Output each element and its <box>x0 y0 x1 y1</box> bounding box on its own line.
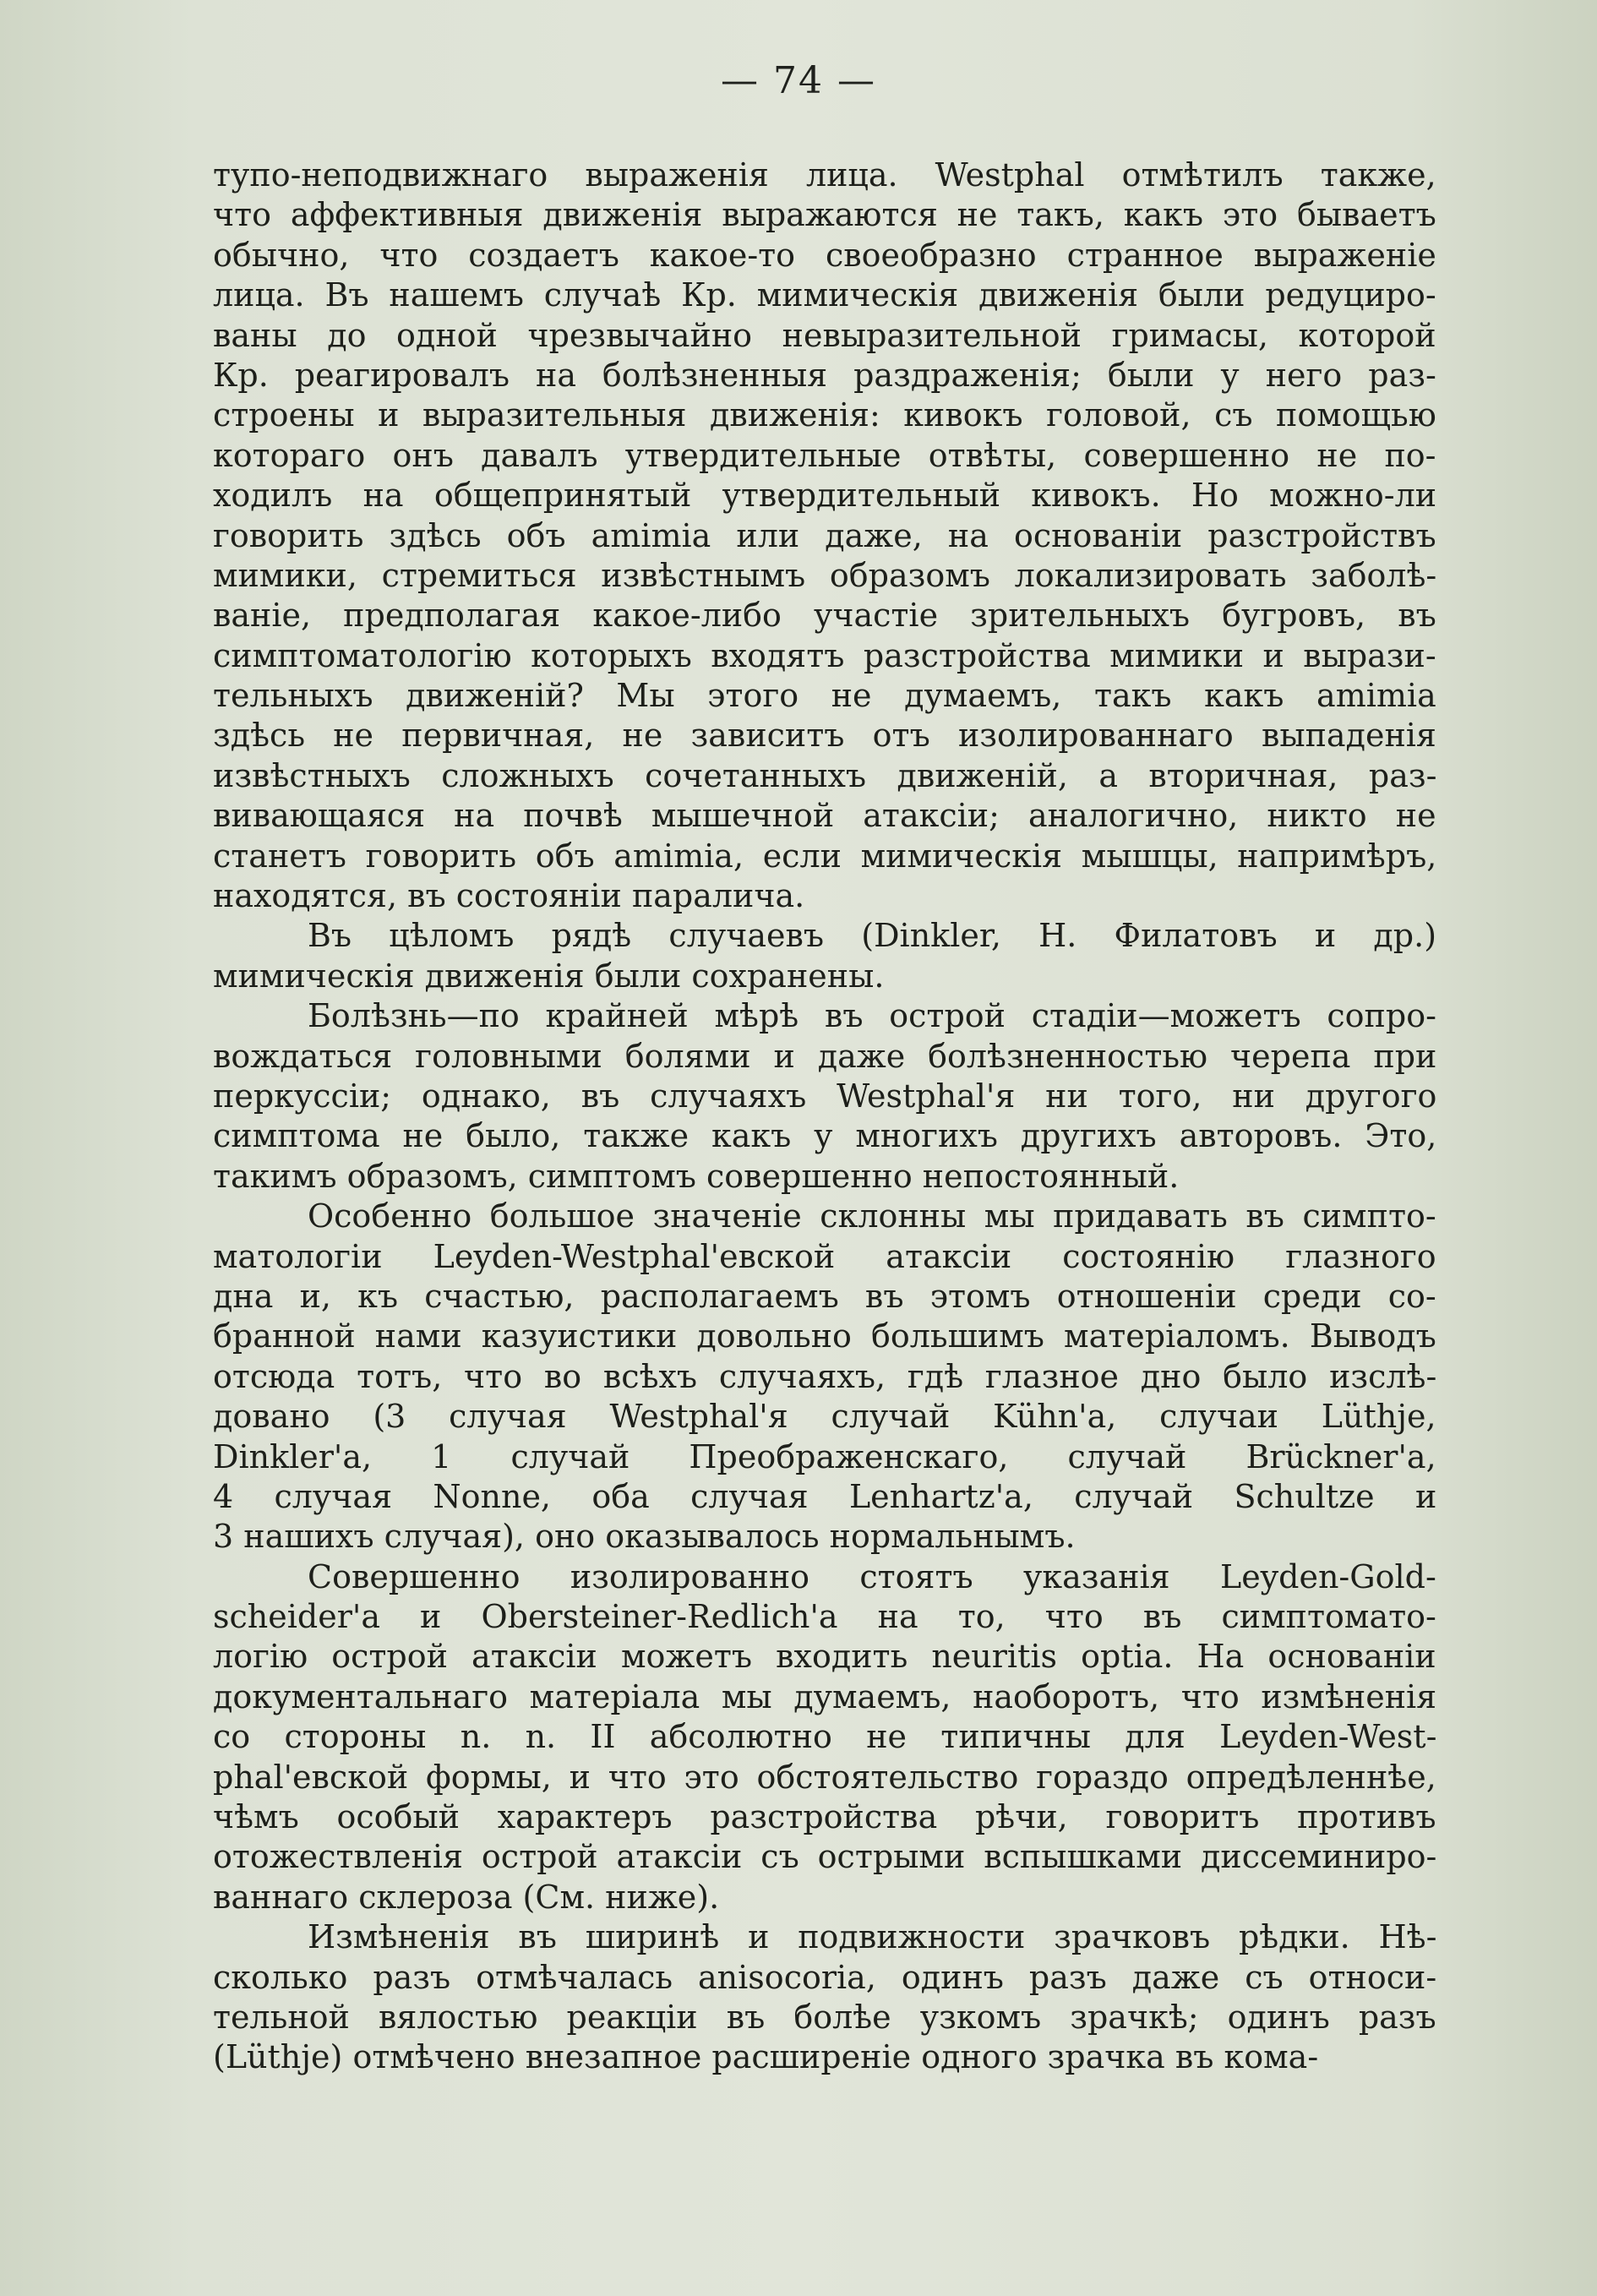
page-number: — 74 — <box>721 59 876 102</box>
text-line: Dinkler'а, 1 случай Преображенскаго, случай Brückner'а, <box>213 1437 1436 1475</box>
text-line: вивающаяся на почвѣ мышечной атаксіи; аналогично, никто не <box>213 797 1436 835</box>
text-line: Измѣненія въ ширинѣ и подвижности зрачковъ рѣдки. Нѣ- <box>308 1918 1437 1956</box>
text-line: матологіи Leyden-Westphal'евской атаксіи состоянію глазного <box>213 1237 1436 1275</box>
text-line: здѣсь не первичная, не зависитъ отъ изолированнаго выпаденія <box>213 717 1436 755</box>
text-line: сколько разъ отмѣчалась anisocoria, одинъ разъ даже съ относи- <box>213 1958 1437 1996</box>
text-line: симптоматологію которыхъ входятъ разстройства мимики и вырази- <box>213 636 1436 674</box>
text-line: тупо-неподвижнаго выраженія лица. Westphal отмѣтилъ также, <box>213 156 1436 194</box>
text-line: ваны до одной чрезвычайно невыразительной гримасы, которой <box>213 316 1436 354</box>
text-line: отсюда тотъ, что во всѣхъ случаяхъ, гдѣ глазное дно было изслѣ- <box>213 1357 1437 1395</box>
text-line: отожествленія острой атаксіи съ острыми вспышками диссеминиро- <box>213 1838 1437 1876</box>
paragraph <box>213 1917 1436 2078</box>
text-line: говорить здѣсь объ amimia или даже, на основаніи разстройствъ <box>213 516 1436 554</box>
text-line: находятся, въ состояніи паралича. <box>213 877 805 915</box>
paragraph <box>213 996 1436 1197</box>
text-line: извѣстныхъ сложныхъ сочетанныхъ движеній, а вторичная, раз- <box>213 756 1437 794</box>
text-line: мимическія движенія были сохранены. <box>213 957 885 995</box>
paragraph <box>213 916 1436 996</box>
text-line: тельныхъ движеній? Мы этого не думаемъ, такъ какъ amimia <box>213 677 1436 715</box>
page-body <box>213 155 1436 2078</box>
paragraph <box>213 155 1436 916</box>
text-line: ходилъ на общепринятый утвердительный кивокъ. Но можно-ли <box>213 477 1437 515</box>
text-line: лица. Въ нашемъ случаѣ Кр. мимическія движенія были редуциро- <box>213 276 1436 314</box>
text-line: чѣмъ особый характеръ разстройства рѣчи, говоритъ противъ <box>213 1798 1436 1836</box>
text-line: вождаться головными болями и даже болѣзненностью черепа при <box>213 1037 1437 1075</box>
text-line: такимъ образомъ, симптомъ совершенно непостоянный. <box>213 1157 1180 1195</box>
paragraph <box>213 1197 1436 1557</box>
text-line: довано (3 случая Westphal'я случай Kühn'а, случаи Lüthje, <box>213 1398 1436 1436</box>
text-line: ваніе, предполагая какое-либо участіе зрительныхъ бугровъ, въ <box>213 597 1436 635</box>
text-line: станетъ говорить объ amimia, если мимическія мышцы, напримѣръ, <box>213 837 1437 875</box>
text-line: Въ цѣломъ рядѣ случаевъ (Dinkler, Н. Филатовъ и др.) <box>308 917 1437 955</box>
paragraph <box>213 1557 1436 1918</box>
text-line: тельной вялостью реакціи въ болѣе узкомъ зрачкѣ; одинъ разъ <box>213 1998 1436 2036</box>
text-line: Совершенно изолированно стоятъ указанія Leyden-Gold- <box>308 1557 1436 1595</box>
text-line: со стороны n. n. II абсолютно не типичны для Leyden-West- <box>213 1718 1437 1756</box>
text-line: логію острой атаксіи можетъ входить neuritis optia. На основаніи <box>213 1638 1436 1676</box>
text-line: дна и, къ счастью, располагаемъ въ этомъ отношеніи среди со- <box>213 1277 1436 1315</box>
text-line: Болѣзнь—по крайней мѣрѣ въ острой стадіи—можетъ сопро- <box>308 997 1436 1035</box>
text-line: строены и выразительныя движенія: кивокъ головой, съ помощью <box>213 396 1436 434</box>
text-line: ваннаго склероза (См. ниже). <box>213 1878 720 1916</box>
text-line: 4 случая Nonne, оба случая Lenhartz'а, случай Schultze и <box>213 1477 1437 1515</box>
text-line: что аффективныя движенія выражаются не такъ, какъ это бываетъ <box>213 196 1436 234</box>
text-line: Особенно большое значеніе склонны мы придавать въ симпто- <box>308 1197 1436 1235</box>
text-line: scheider'а и Obersteiner-Redlich'а на то, что въ симптомато- <box>213 1598 1436 1636</box>
text-line: симптома не было, также какъ у многихъ другихъ авторовъ. Это, <box>213 1117 1437 1155</box>
text-line: Кр. реагировалъ на болѣзненныя раздраженія; были у него раз- <box>213 356 1436 394</box>
text-line: (Lüthje) отмѣчено внезапное расширеніе одного зрачка въ кома- <box>213 2038 1319 2076</box>
text-line: 3 нашихъ случая), оно оказывалось нормальнымъ. <box>213 1518 1076 1556</box>
text-line: котораго онъ давалъ утвердительные отвѣты, совершенно не по- <box>213 436 1436 474</box>
text-line: перкуссіи; однако, въ случаяхъ Westphal'я ни того, ни другого <box>213 1077 1437 1115</box>
text-line: бранной нами казуистики довольно большимъ матеріаломъ. Выводъ <box>213 1317 1436 1355</box>
text-line: phal'евской формы, и что это обстоятельство гораздо опредѣленнѣе, <box>213 1758 1436 1796</box>
text-line: документальнаго матеріала мы думаемъ, наоборотъ, что измѣненія <box>213 1677 1437 1715</box>
text-line: обычно, что создаетъ какое-то своеобразно странное выраженіе <box>213 236 1436 274</box>
text-line: мимики, стремиться извѣстнымъ образомъ локализировать заболѣ- <box>213 556 1437 594</box>
